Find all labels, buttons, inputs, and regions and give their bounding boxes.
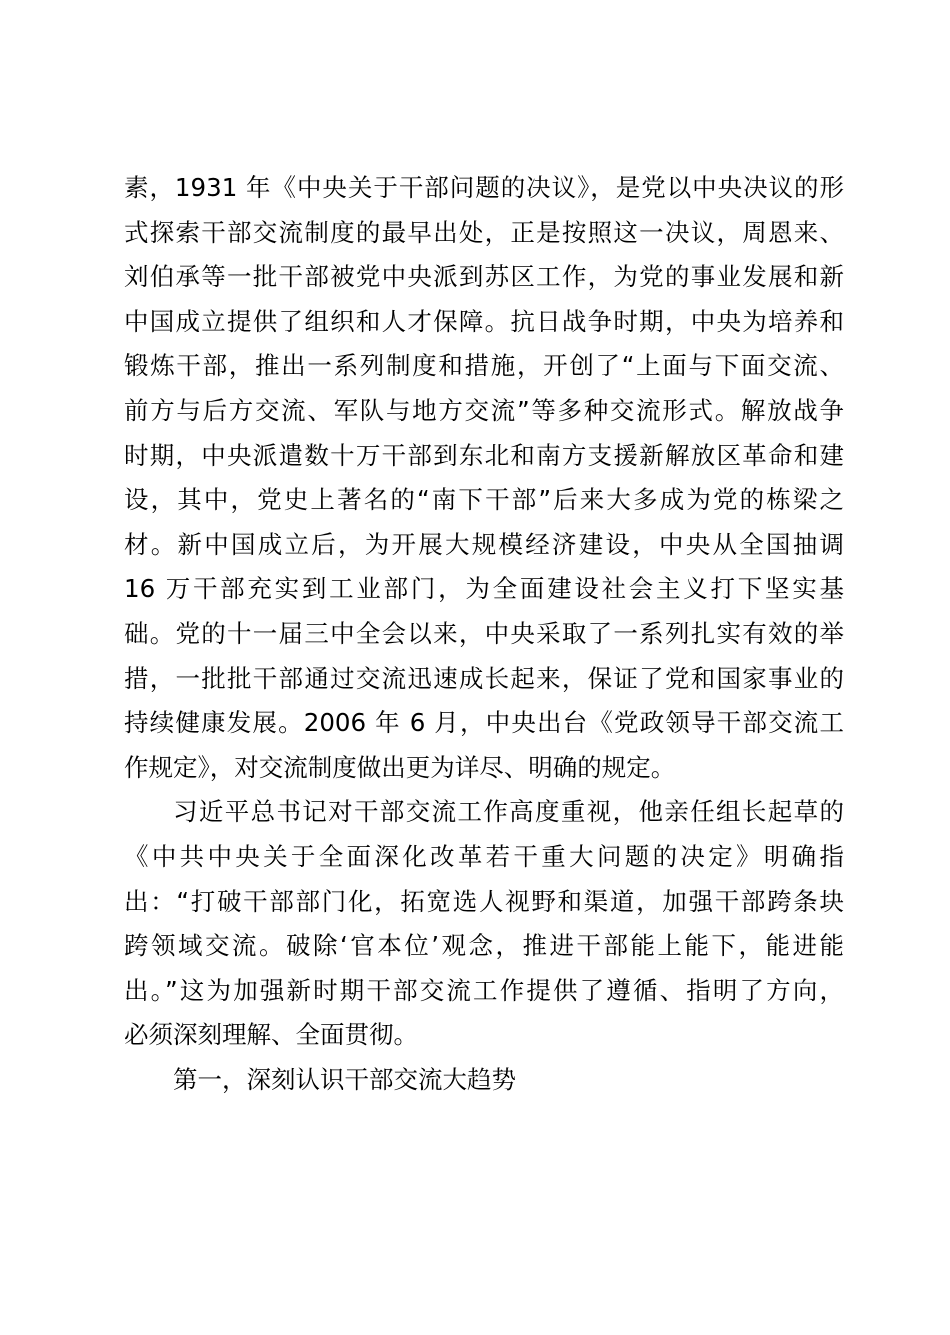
paragraph-xi-jinping [124,790,844,1058]
text-line: 作规定》，对交流制度做出更为详尽、明确的规定。 [124,752,676,782]
text-line: 式探索干部交流制度的最早出处，正是按照这一决议，周恩来、 [124,217,844,247]
text-line: 出。”这为加强新时期干部交流工作提供了遵循、指明了方向， [124,975,844,1005]
text-line: 跨领域交流。破除‘官本位’观念，推进干部能上能下，能进能 [124,931,844,961]
text-line: 材。新中国成立后，为开展大规模经济建设，中央从全国抽调 [124,529,844,559]
text-line: 16 万干部充实到工业部门，为全面建设社会主义打下坚实基 [124,574,844,604]
text-line: 必须深刻理解、全面贯彻。 [124,1020,418,1050]
text-line: 措，一批批干部通过交流迅速成长起来，保证了党和国家事业的 [124,663,844,693]
text-line: 设，其中，党史上著名的“南下干部”后来大多成为党的栋梁之 [124,485,844,515]
text-line: 时期，中央派遣数十万干部到东北和南方支援新解放区革命和建 [124,440,844,470]
text-line: 出：“打破干部部门化，拓宽选人视野和渠道，加强干部跨条块 [124,886,844,916]
text-line: 素，1931 年《中央关于干部问题的决议》，是党以中央决议的形 [124,173,844,202]
text-line: 础。党的十一届三中全会以来，中央采取了一系列扎实有效的举 [124,618,844,648]
paragraph-history [124,166,844,790]
section-heading-first [124,1058,844,1103]
text-line: 前方与后方交流、军队与地方交流”等多种交流形式。解放战争 [124,395,844,425]
text-line: 习近平总书记对干部交流工作高度重视，他亲任组长起草的 [173,797,844,827]
text-line: 中国成立提供了组织和人才保障。抗日战争时期，中央为培养和 [124,306,844,336]
text-line: 持续健康发展。2006 年 6 月，中央出台《党政领导干部交流工 [124,708,844,738]
text-line: 《中共中央关于全面深化改革若干重大问题的决定》明确指 [124,841,844,871]
text-line: 锻炼干部，推出一系列制度和措施，开创了“上面与下面交流、 [124,351,844,381]
text-line: 刘伯承等一批干部被党中央派到苏区工作，为党的事业发展和新 [124,262,844,292]
body-text [124,166,844,1102]
section-heading: 第一，深刻认识干部交流大趋势 [173,1064,516,1094]
